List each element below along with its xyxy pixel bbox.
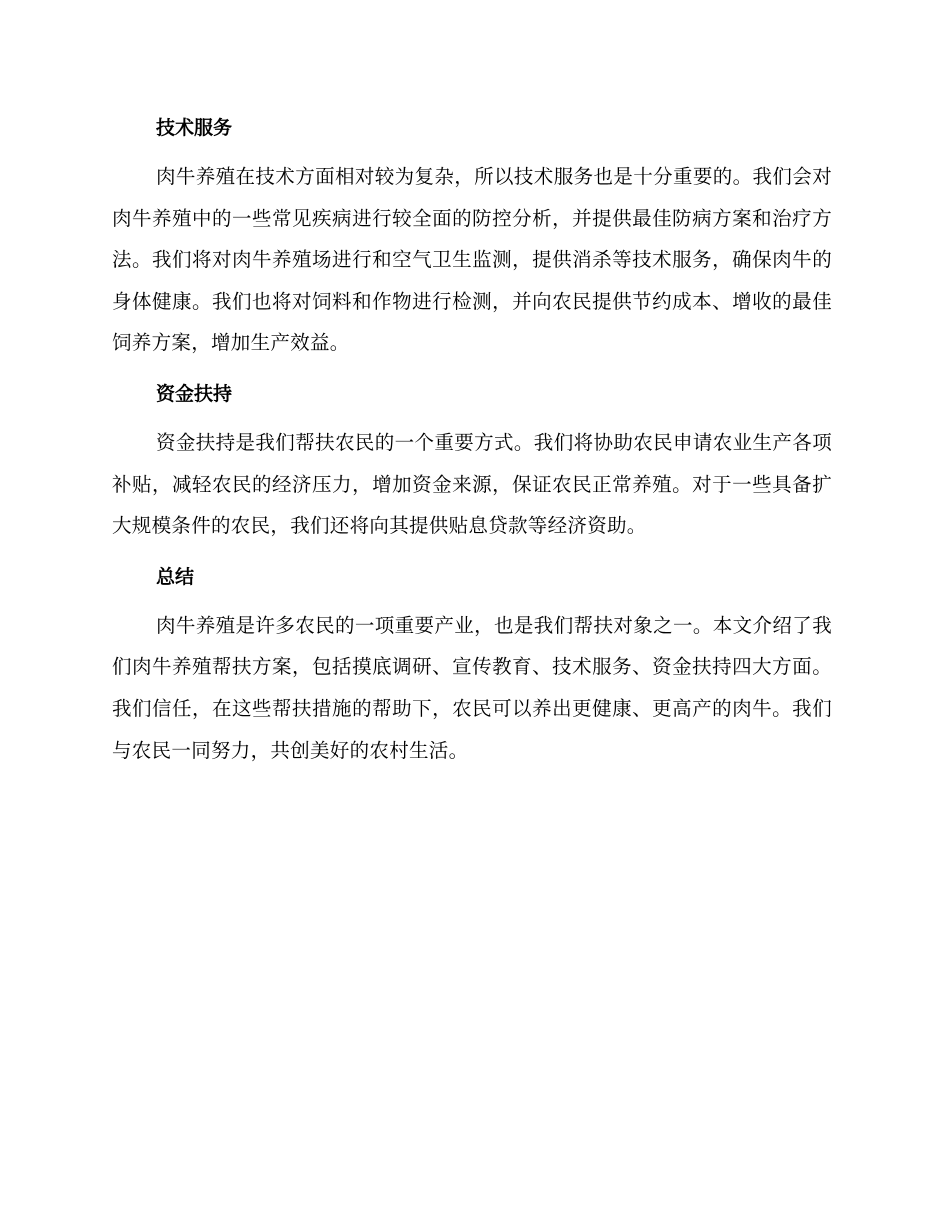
section-heading: 总结 xyxy=(156,565,195,588)
section-heading: 技术服务 xyxy=(156,117,233,139)
document-body xyxy=(112,108,832,781)
section-paragraph: 资金扶持是我们帮扶农民的一个重要方式。我们将协助农民申请农业生产各项补贴，减轻农民的经济压力，增加资金来源，保证农民正常养殖。对于一些具备扩大规模条件的农民，我们还将向其提供贴息贷款等经济资助。 xyxy=(112,430,832,538)
section-heading: 资金扶持 xyxy=(156,382,233,405)
section-funding-support xyxy=(112,374,832,547)
section-paragraph: 肉牛养殖是许多农民的一项重要产业，也是我们帮扶对象之一。本文介绍了我们肉牛养殖帮扶方案，包括摸底调研、宣传教育、技术服务、资金扶持四大方面。我们信任，在这些帮扶措施的帮助下，农民可以养出更健康、更高产的肉牛。我们与农民一同努力，共创美好的农村生活。 xyxy=(112,613,832,762)
section-summary xyxy=(112,557,832,771)
section-paragraph: 肉牛养殖在技术方面相对较为复杂，所以技术服务也是十分重要的。我们会对肉牛养殖中的一些常见疾病进行较全面的防控分析，并提供最佳防病方案和治疗方法。我们将对肉牛养殖场进行和空气卫生监测，提供消杀等技术服务，确保肉牛的身体健康。我们也将对饲料和作物进行检测，并向农民提供节约成本、增收的最佳饲养方案，增加生产效益。 xyxy=(112,165,832,355)
section-technical-service xyxy=(112,108,832,364)
